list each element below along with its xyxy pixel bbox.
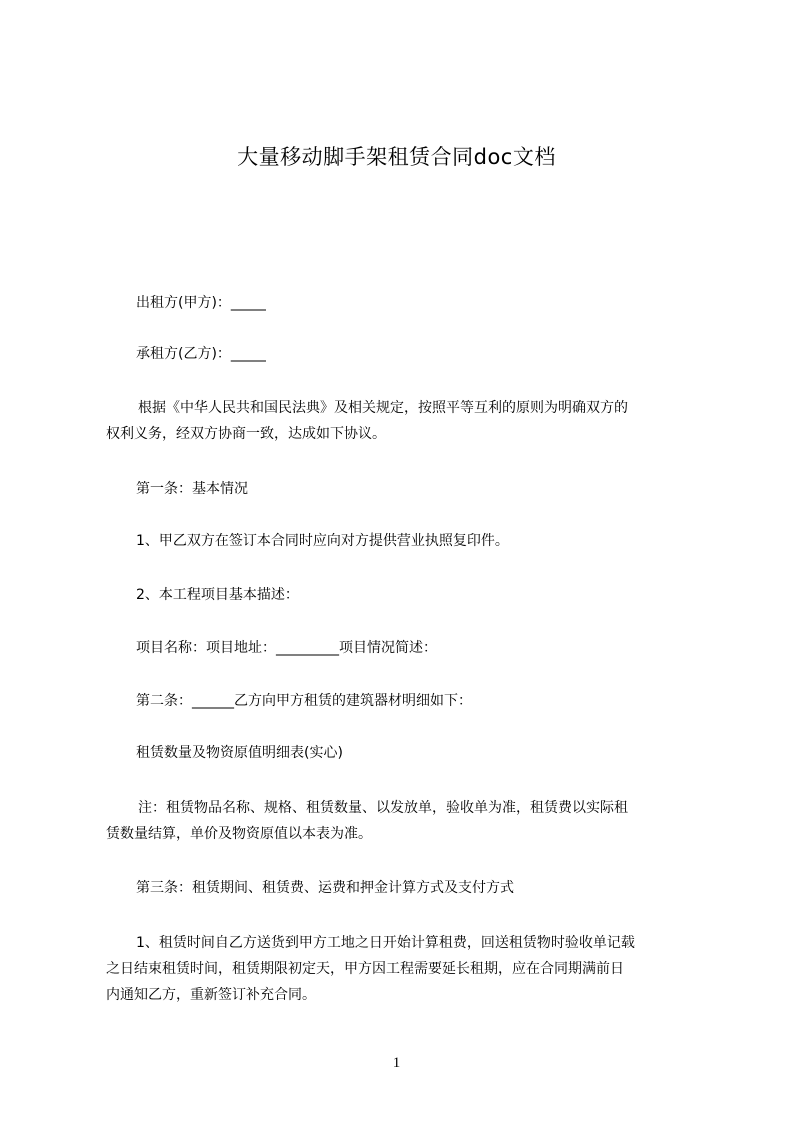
article-2-heading: 第二条：______乙方向甲方租赁的建筑器材明细如下： xyxy=(136,693,472,709)
article-3-item-1-line-1: 1、租赁时间自乙方送货到甲方工地之日开始计算租费，回送租赁物时验收单记载 xyxy=(136,935,635,951)
preamble-line-2: 权利义务，经双方协商一致，达成如下协议。 xyxy=(106,426,386,442)
article-3-heading: 第三条：租赁期间、租赁费、运费和押金计算方式及支付方式 xyxy=(136,880,514,896)
note-line-1: 注：租赁物品名称、规格、租赁数量、以发放单，验收单为准，租赁费以实际租 xyxy=(138,800,628,816)
party-a-line: 出租方(甲方)：_____ xyxy=(136,295,266,311)
note-line-2: 赁数量结算，单价及物资原值以本表为准。 xyxy=(106,826,372,842)
project-info-line: 项目名称：项目地址：_________项目情况简述： xyxy=(136,640,437,656)
page-number: 1 xyxy=(392,1055,401,1071)
party-b-line: 承租方(乙方)：_____ xyxy=(136,346,266,362)
article-3-item-1-line-3: 内通知乙方，重新签订补充合同。 xyxy=(106,987,316,1003)
document-title: 大量移动脚手架租赁合同doc文档 xyxy=(237,145,556,169)
article-1-heading: 第一条：基本情况 xyxy=(136,481,248,497)
article-1-item-1: 1、甲乙双方在签订本合同时应向对方提供营业执照复印件。 xyxy=(136,533,509,549)
article-3-item-1-line-2: 之日结束租赁时间，租赁期限初定天，甲方因工程需要延长租期，应在合同期满前日 xyxy=(106,961,624,977)
article-1-item-2: 2、本工程项目基本描述： xyxy=(136,587,299,603)
preamble-line-1: 根据《中华人民共和国民法典》及相关规定，按照平等互利的原则为明确双方的 xyxy=(138,400,628,416)
rental-table-caption: 租赁数量及物资原值明细表(实心) xyxy=(136,745,343,761)
